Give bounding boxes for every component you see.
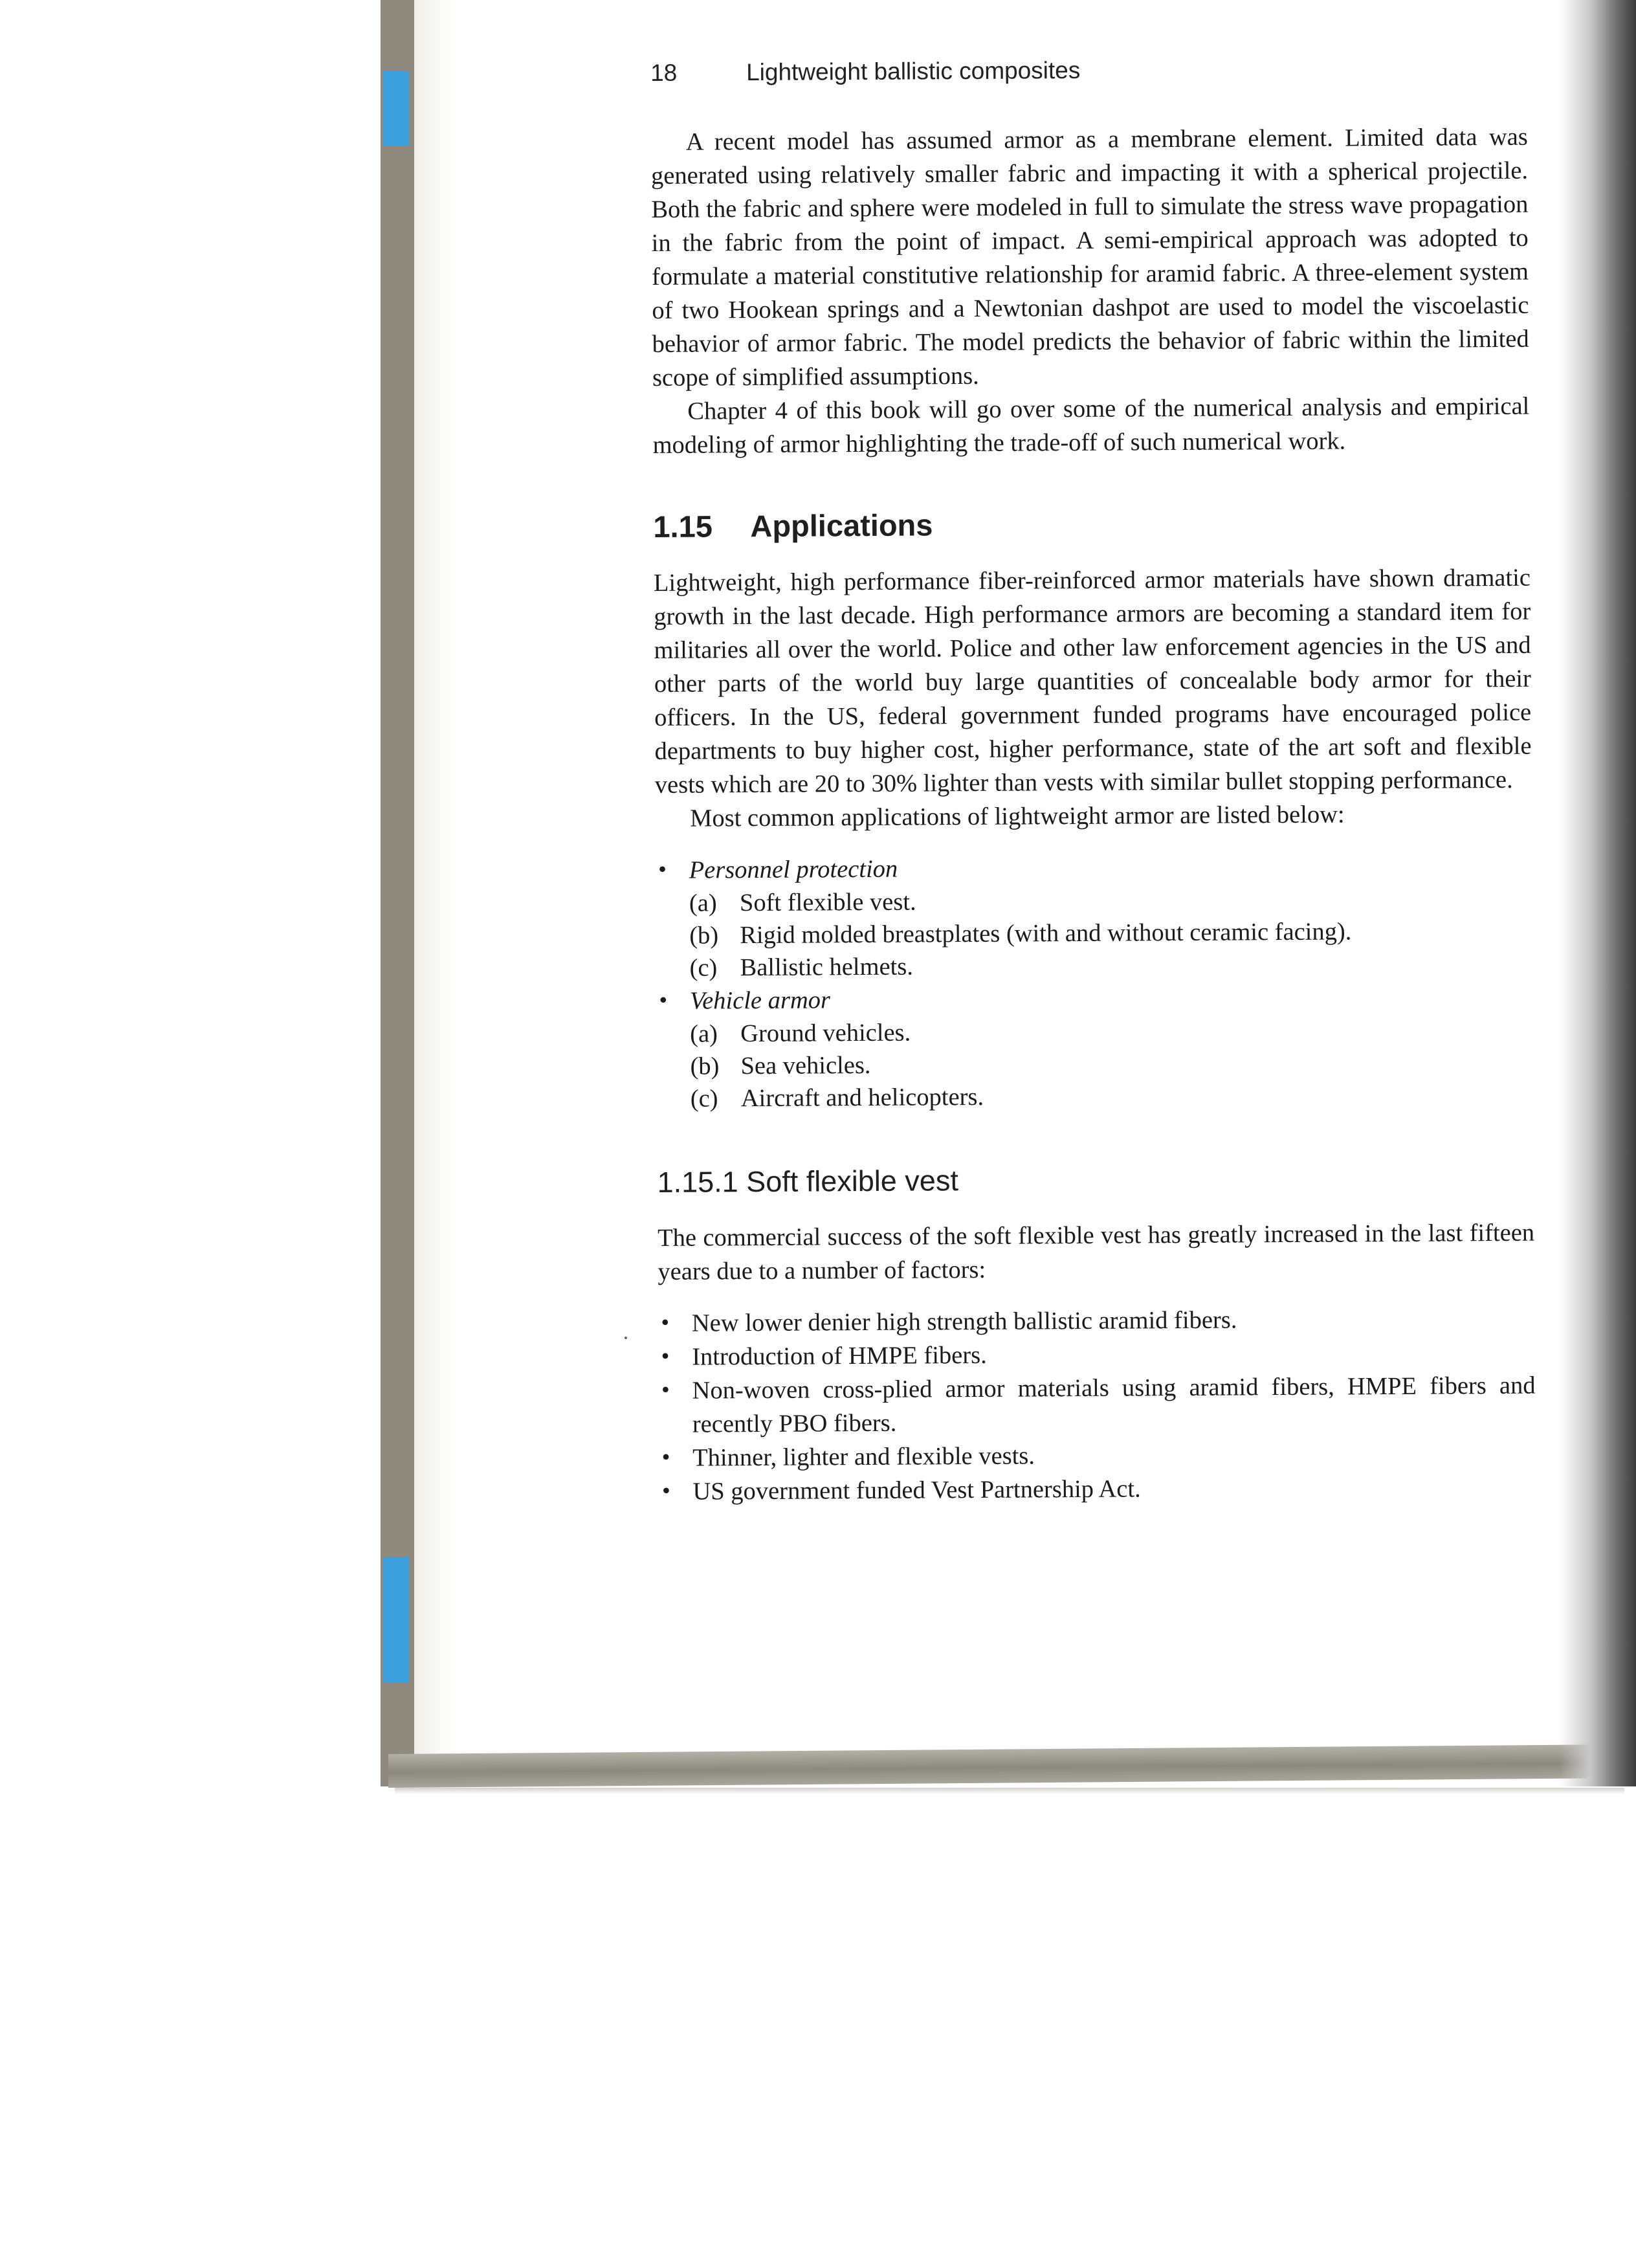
sub-list-item — [690, 1045, 1533, 1083]
body-paragraph: Lightweight, high performance fiber-reinforced armor materials have shown dramatic growth in the last decade. High performance armors are becoming a standard item for militaries all over the world. Police and other law enforcement agencies in the US and other parts of the world buy large quantities of concealable body armor for their officers. In the US, federal government funded programs have encouraged police departments to buy higher cost, higher performance, state of the art soft and flexible vests which are 20 to 30% lighter than vests with similar bullet stopping performance. — [653, 564, 1532, 799]
chapter-tab-top — [383, 71, 409, 146]
application-heading: Personnel protection — [689, 855, 898, 884]
chapter-tab-bottom — [383, 1557, 409, 1683]
gutter-shading — [414, 0, 459, 1773]
item-marker: (c) — [690, 1085, 718, 1113]
sub-list-item — [690, 1013, 1533, 1051]
section-title: Applications — [750, 507, 933, 544]
item-marker: (a) — [690, 1020, 718, 1048]
item-text: Sea vehicles. — [740, 1051, 871, 1080]
list-item: • US government funded Vest Partnership Act. — [659, 1470, 1536, 1509]
sub-list-item — [689, 947, 1532, 984]
list-item: • Introduction of HMPE fibers. — [658, 1335, 1535, 1374]
page-number: 18 — [650, 59, 678, 86]
application-heading: Vehicle armor — [689, 986, 831, 1015]
scan-speck — [625, 1337, 627, 1339]
list-item: • Thinner, lighter and flexible vests. — [659, 1436, 1536, 1475]
sub-list-item — [691, 1078, 1534, 1115]
book-spine — [381, 0, 414, 1786]
item-text: Rigid molded breastplates (with and without ceramic facing). — [740, 918, 1352, 950]
factors-list — [658, 1302, 1536, 1509]
item-marker: (c) — [689, 954, 718, 982]
body-paragraph: Most common applications of lightweight armor are listed below: — [690, 801, 1345, 832]
list-item — [656, 979, 1534, 1115]
section-number: 1.15 — [653, 509, 713, 544]
item-marker: (b) — [690, 1052, 720, 1080]
book-page — [650, 54, 1536, 1509]
list-item: • New lower denier high strength ballistic aramid fibers. — [658, 1302, 1535, 1340]
item-marker: (a) — [689, 889, 717, 917]
list-item: • Non-woven cross-plied armor materials using aramid fibers, HMPE fibers and recently PBO fibers. — [658, 1369, 1536, 1441]
sub-list-item — [689, 882, 1532, 920]
item-text: Aircraft and helicopters. — [740, 1083, 984, 1113]
book-bottom-shadow — [395, 1788, 1624, 1794]
subsection-heading: 1.15.1 Soft flexible vest — [657, 1164, 959, 1199]
applications-list — [655, 849, 1533, 1115]
item-text: Ground vehicles. — [740, 1019, 911, 1048]
body-paragraph: The commercial success of the soft flexible vest has greatly increased in the last fifteen years due to a number of factors: — [657, 1219, 1535, 1285]
running-head — [650, 54, 1527, 87]
list-item — [655, 849, 1532, 984]
item-marker: (b) — [689, 922, 719, 950]
item-text: Ballistic helmets. — [740, 953, 914, 982]
intro-paragraph: A recent model has assumed armor as a membrane element. Limited data was generated using relatively smaller fabric and impacting it with a spherical projectile. Both the fabric and sphere were modeled in full to simulate the stress wave propagation in the fabric from the point of impact. A semi-empirical approach was adopted to formulate a material constitutive relationship for aramid fabric. A three-element system of two Hookean springs and a Newtonian dashpot are used to model the viscoelastic behavior of armor fabric. The model predicts the behavior of fabric within the limited scope of simplified assumptions. — [650, 123, 1529, 392]
sub-list — [690, 1013, 1534, 1115]
item-text: Soft flexible vest. — [739, 888, 916, 917]
book-title: Lightweight ballistic composites — [746, 56, 1081, 86]
book-bottom-edge — [388, 1744, 1636, 1788]
sub-list — [689, 882, 1533, 984]
sub-list-item — [689, 915, 1532, 952]
section-heading — [653, 504, 1530, 544]
page-curl-shadow — [1560, 0, 1636, 1786]
intro-paragraph: Chapter 4 of this book will go over some of the numerical analysis and empirical modeling of armor highlighting the trade-off of such numerical work. — [652, 392, 1530, 459]
